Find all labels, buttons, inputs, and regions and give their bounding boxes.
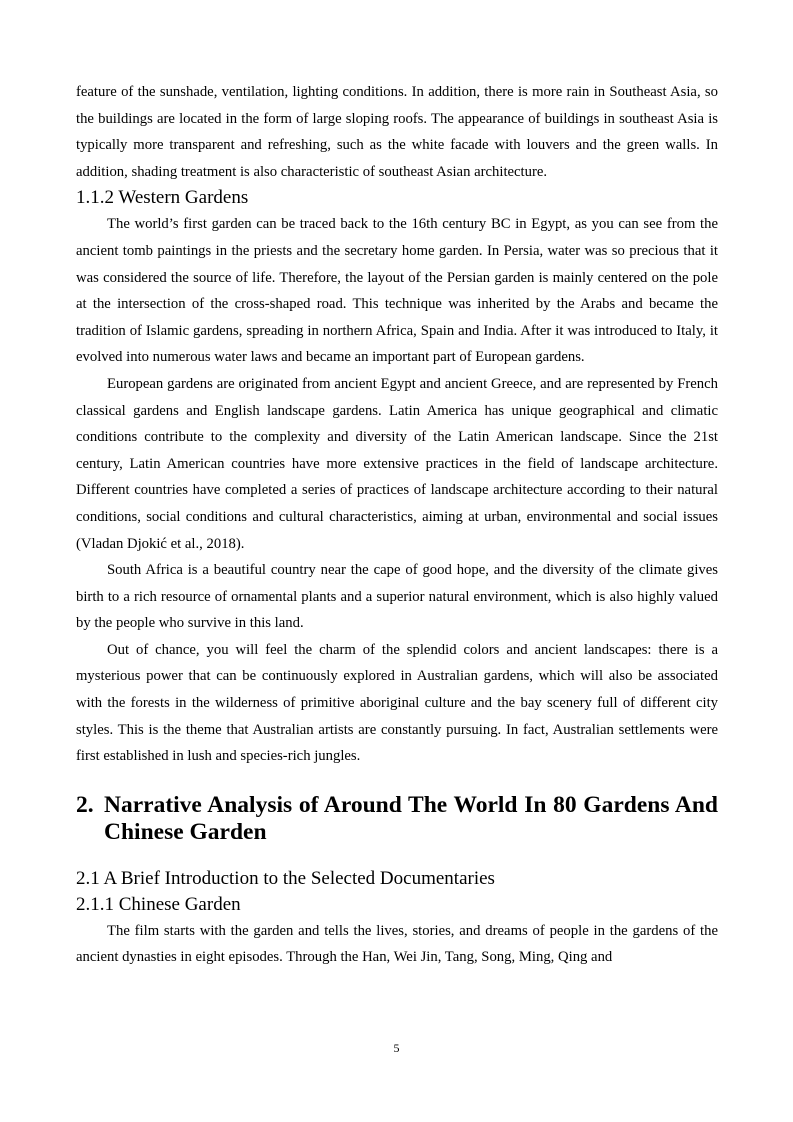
paragraph-european-gardens: European gardens are originated from ancient Egypt and ancient Greece, and are represented by French classical gardens and English landscape gardens. Latin America has unique geographical and climatic conditions contribute to the complexity and diversity of the Latin American landscape. Since the 21st century, Latin American countries have more extensive practices in the field of landscape architecture. Different countries have completed a series of practices of landscape architecture according to their natural conditions, social conditions and cultural characteristics, aiming at urban, environmental and social issues (Vladan Djokić et al., 2018). (76, 375, 718, 552)
heading-1-1-2-western-gardens: 1.1.2 Western Gardens (76, 187, 249, 209)
page-number: 5 (393, 1041, 400, 1055)
paragraph-south-africa: South Africa is a beautiful country near the cape of good hope, and the diversity of the climate gives birth to a rich resource of ornamental plants and a superior natural environment, which is also highly valued by the people who survive in this land. (76, 562, 718, 632)
heading-section-2 (76, 792, 718, 846)
section-2-title: Narrative Analysis of Around The World In 80 Gardens And Chinese Garden (104, 791, 718, 845)
paragraph-chinese-garden-film: The film starts with the garden and tells the lives, stories, and dreams of people in the gardens of the ancient dynasties in eight episodes. Through the Han, Wei Jin, Tang, Song, Ming, Qing and (76, 922, 718, 966)
heading-2-1-introduction: 2.1 A Brief Introduction to the Selected Documentaries (76, 867, 495, 889)
section-2-number: 2. (76, 791, 94, 818)
page-content (76, 79, 718, 971)
heading-2-1-1-chinese-garden: 2.1.1 Chinese Garden (76, 893, 241, 915)
paragraph-australian-gardens: Out of chance, you will feel the charm of the splendid colors and ancient landscapes: there is a mysterious power that can be continuously explored in Australian gardens, which will also be associated with the forests in the wilderness of primitive aboriginal culture and the bay scenery full of different city styles. This is the theme that Australian artists are constantly pursuing. In fact, Australian settlements were first established in lush and species-rich jungles. (76, 641, 718, 765)
paragraph-southeast-asia: feature of the sunshade, ventilation, lighting conditions. In addition, there is more rain in Southeast Asia, so the buildings are located in the form of large sloping roofs. The appearance of buildings in southeast Asia is typically more transparent and refreshing, such as the white facade with louvers and the green walls. In addition, shading treatment is also characteristic of southeast Asian architecture. (76, 84, 718, 180)
paragraph-first-garden: The world’s first garden can be traced back to the 16th century BC in Egypt, as you can see from the ancient tomb paintings in the priests and the secretary home garden. In Persia, water was so precious that it was considered the source of life. Therefore, the layout of the Persian garden is mainly centered on the pole at the intersection of the cross-shaped road. This technique was inherited by the Arabs and became the tradition of Islamic gardens, spreading in northern Africa, Spain and India. After it was introduced to Italy, it evolved into numerous water laws and became an important part of European gardens. (76, 216, 718, 366)
